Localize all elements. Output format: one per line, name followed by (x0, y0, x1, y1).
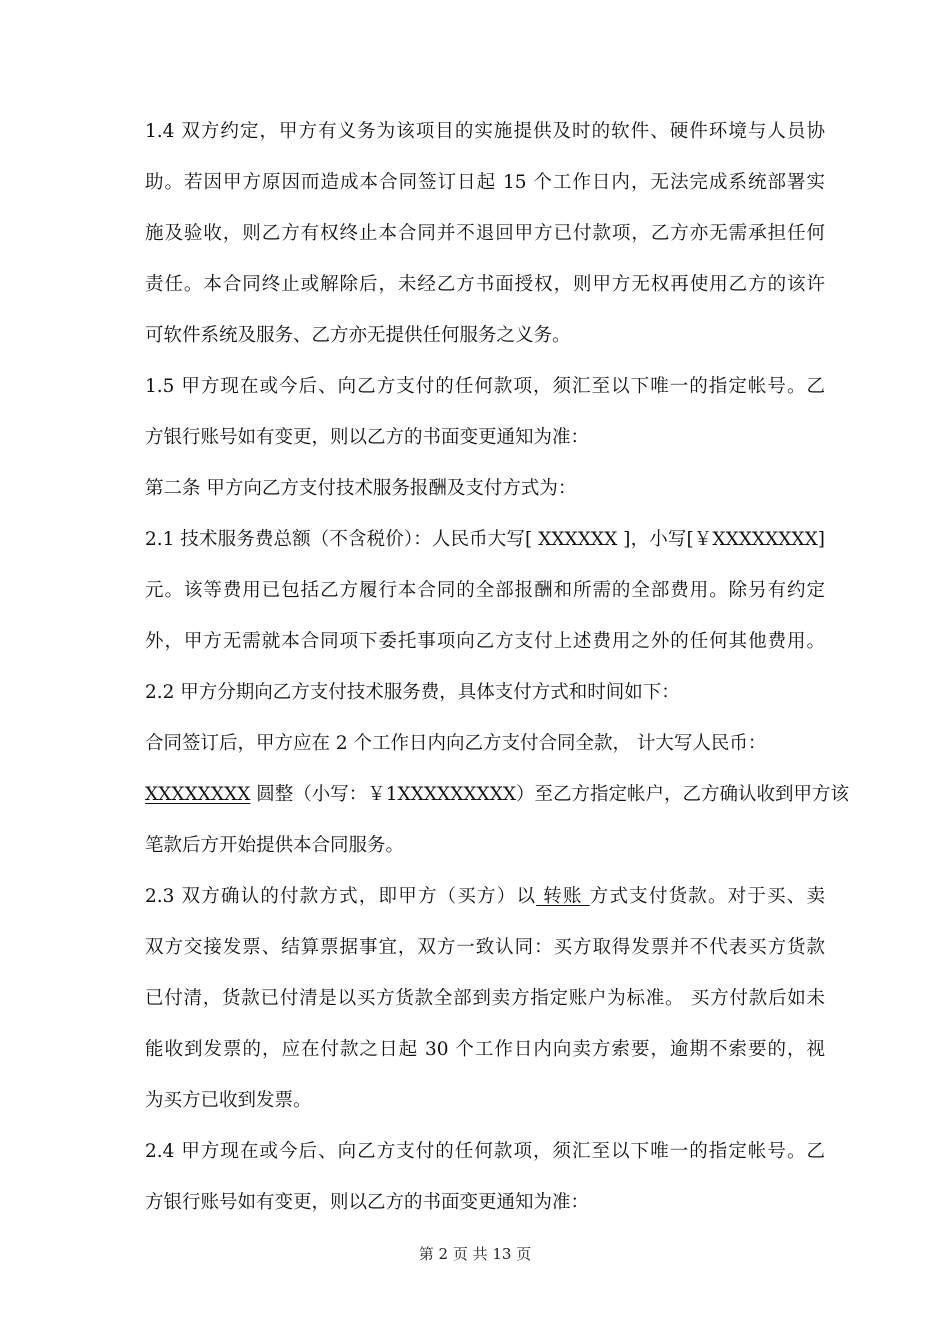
text-line: 元。该等费用已包括乙方履行本合同的全部报酬和所需的全部费用。除另有约定 (145, 580, 825, 601)
text-line: 方银行账号如有变更，则以乙方的书面变更通知为准： (145, 427, 590, 448)
text-line: 外，甲方无需就本合同项下委托事项向乙方支付上述费用之外的任何其他费用。 (145, 631, 825, 652)
section-heading: 第二条 甲方向乙方支付技术服务报酬及支付方式为： (145, 478, 577, 499)
text-line: 2.2 甲方分期向乙方支付技术服务费，具体支付方式和时间如下： (145, 682, 680, 703)
text-line: 1.5 甲方现在或今后、向乙方支付的任何款项，须汇至以下唯一的指定帐号。乙 (145, 376, 825, 397)
text-line: 1.4 双方约定，甲方有义务为该项目的实施提供及时的软件、硬件环境与人员协 (145, 121, 825, 142)
amount-text: 圆整（小写：￥1XXXXXXXXX）至乙方指定帐户，乙方确认收到甲方该 (250, 784, 850, 805)
payment-text-before: 2.3 双方确认的付款方式，即甲方（买方）以 (145, 886, 537, 907)
text-line: 助。若因甲方原因而造成本合同签订日起 15 个工作日内，无法完成系统部署实 (145, 172, 825, 193)
amount-in-words-field: XXXXXXXX (145, 784, 251, 805)
contract-body (145, 106, 850, 1228)
text-line: 施及验收，则乙方有权终止本合同并不退回甲方已付款项，乙方亦无需承担任何 (145, 223, 825, 244)
payment-method-line (145, 871, 825, 922)
text-line: 责任。本合同终止或解除后，未经乙方书面授权，则甲方无权再使用乙方的该许 (145, 274, 825, 295)
text-line: 方银行账号如有变更，则以乙方的书面变更通知为准： (145, 1192, 590, 1213)
text-line: 已付清，货款已付清是以买方货款全部到卖方指定账户为标准。 买方付款后如未 (145, 988, 825, 1009)
text-line: 可软件系统及服务、乙方亦无提供任何服务之义务。 (145, 325, 571, 346)
text-line: 2.4 甲方现在或今后、向乙方支付的任何款项，须汇至以下唯一的指定帐号。乙 (145, 1141, 825, 1162)
payment-method-field: 转账 (536, 886, 590, 907)
text-line: 2.1 技术服务费总额（不含税价）：人民币大写[ XXXXXX ]，小写[￥XXXXXXXX] (145, 529, 825, 550)
text-line: 能收到发票的，应在付款之日起 30 个工作日内向卖方索要，逾期不索要的，视 (145, 1039, 825, 1060)
page-number-footer: 第 2 页 共 13 页 (418, 1245, 532, 1263)
payment-text-after: 方式支付货款。对于买、卖 (589, 886, 825, 907)
text-line: 为买方已收到发票。 (145, 1090, 312, 1111)
text-line: 合同签订后，甲方应在 2 个工作日内向乙方支付合同全款， 计大写人民币： (145, 733, 767, 754)
text-line: 双方交接发票、结算票据事宜，双方一致认同：买方取得发票并不代表买方货款 (145, 937, 825, 958)
amount-line (145, 769, 850, 820)
text-line: 笔款后方开始提供本合同服务。 (145, 835, 405, 856)
